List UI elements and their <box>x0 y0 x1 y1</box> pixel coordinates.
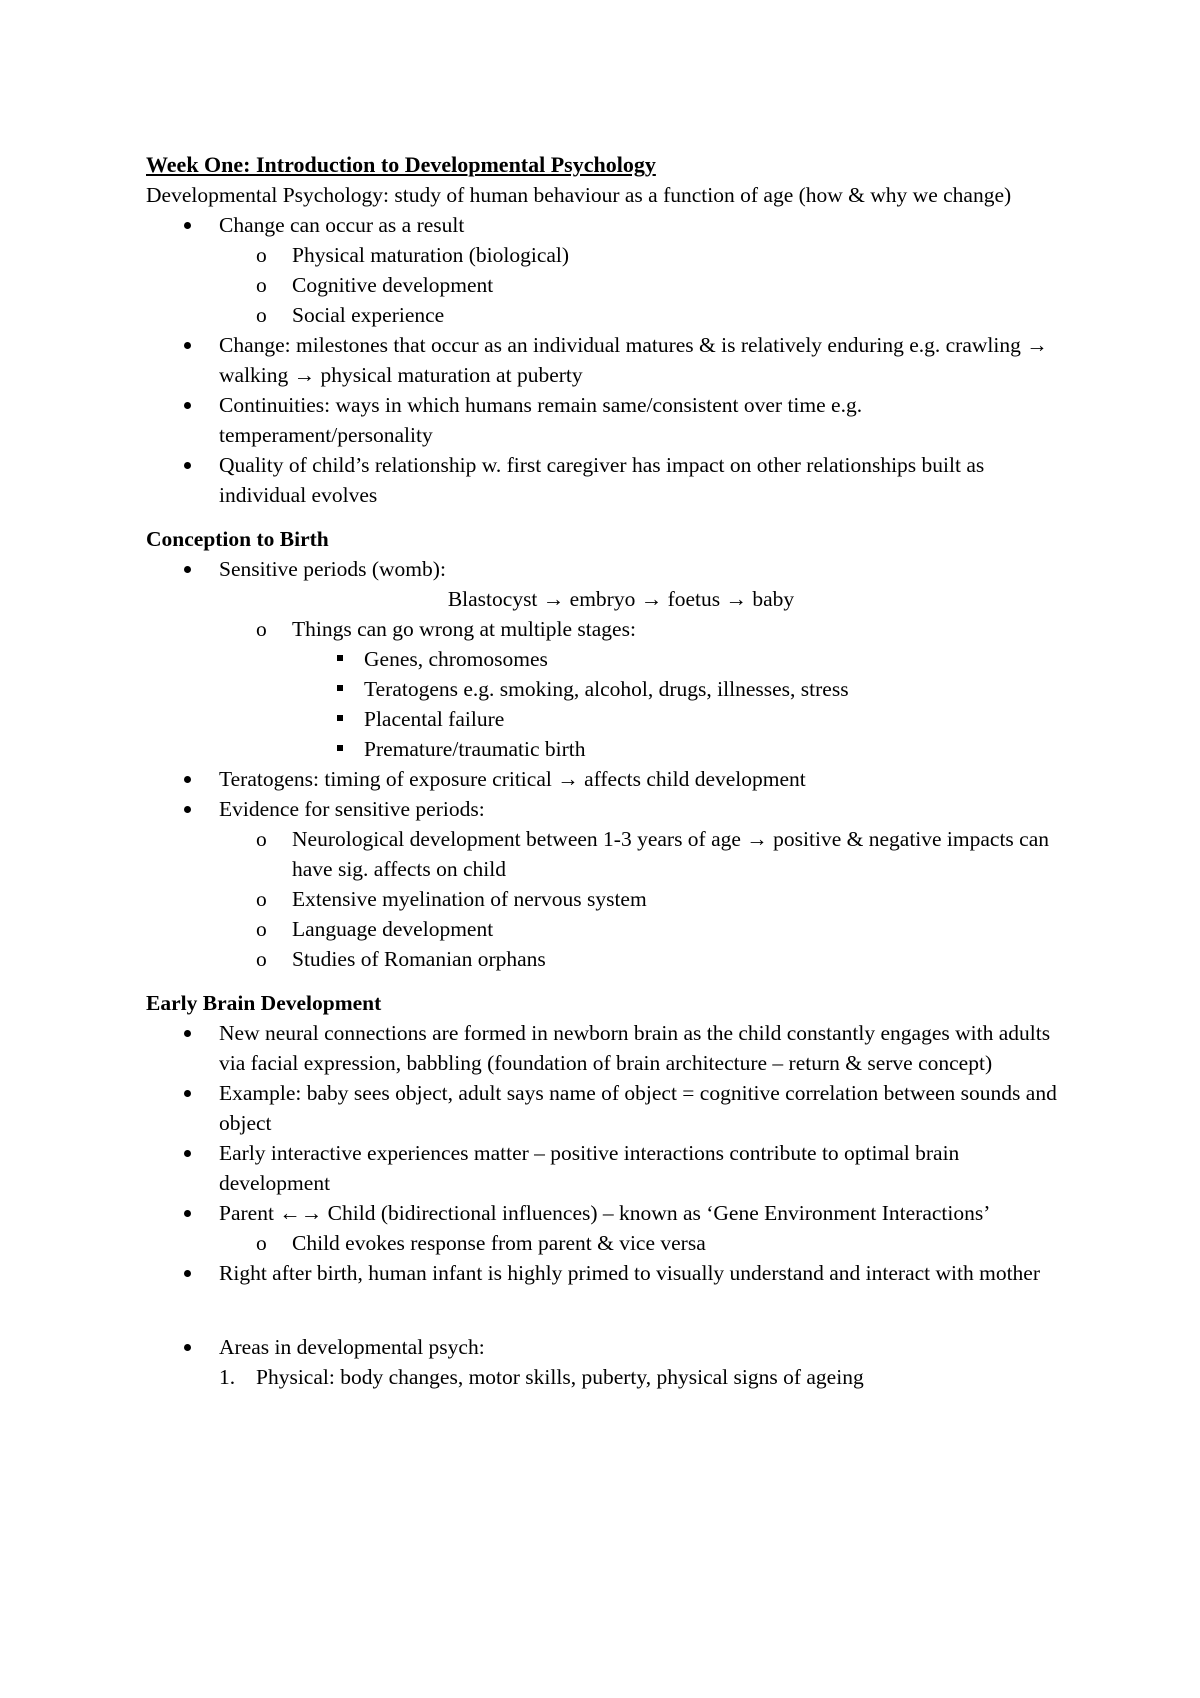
list-item: o Neurological development between 1-3 years of age → positive & negative impacts can have sig. affects on child <box>146 824 1066 884</box>
circle-bullet-icon: o <box>256 887 267 911</box>
bullet-icon <box>184 1210 191 1217</box>
list-item: o Social experience <box>146 300 1066 330</box>
list-item: Teratogens e.g. smoking, alcohol, drugs, illnesses, stress <box>146 674 1066 704</box>
circle-bullet-icon: o <box>256 273 267 297</box>
document-page <box>146 150 1066 1392</box>
list-item: o Language development <box>146 914 1066 944</box>
list-item: Areas in developmental psych: <box>146 1332 1066 1362</box>
list-item: New neural connections are formed in newborn brain as the child constantly engages with adults via facial expression, babbling (foundation of brain architecture – return & serve concept) <box>146 1018 1066 1078</box>
bullet-icon <box>184 1270 191 1277</box>
stage-sequence: Blastocyst → embryo → foetus → baby <box>447 587 795 611</box>
bullet-icon <box>184 1030 191 1037</box>
intro-definition: Developmental Psychology: study of human behaviour as a function of age (how & why we change) <box>146 183 1012 207</box>
list-item: Right after birth, human infant is highly primed to visually understand and interact with mother <box>146 1258 1066 1288</box>
number-marker: 1. <box>219 1365 236 1389</box>
square-bullet-icon <box>337 685 343 691</box>
bullet-icon <box>184 1090 191 1097</box>
circle-bullet-icon: o <box>256 947 267 971</box>
list-item: o Extensive myelination of nervous system <box>146 884 1066 914</box>
square-bullet-icon <box>337 655 343 661</box>
list-item: Parent ←→ Child (bidirectional influences) – known as ‘Gene Environment Interactions’ <box>146 1198 1066 1228</box>
list-item: Placental failure <box>146 704 1066 734</box>
bullet-icon <box>184 776 191 783</box>
list-item: o Things can go wrong at multiple stages: <box>146 614 1066 644</box>
spacer <box>146 1288 1066 1332</box>
bullet-icon <box>184 462 191 469</box>
circle-bullet-icon: o <box>256 617 267 641</box>
list-item: Change can occur as a result <box>146 210 1066 240</box>
list-item: Example: baby sees object, adult says name of object = cognitive correlation between sounds and object <box>146 1078 1066 1138</box>
bullet-icon <box>184 1150 191 1157</box>
page-title: Week One: Introduction to Developmental Psychology <box>146 152 656 177</box>
bullet-icon <box>184 342 191 349</box>
list-item: Genes, chromosomes <box>146 644 1066 674</box>
square-bullet-icon <box>337 715 343 721</box>
list-item: Quality of child’s relationship w. first caregiver has impact on other relationships built as individual evolves <box>146 450 1066 510</box>
list-item: Premature/traumatic birth <box>146 734 1066 764</box>
list-item: Teratogens: timing of exposure critical → affects child development <box>146 764 1066 794</box>
circle-bullet-icon: o <box>256 917 267 941</box>
bullet-icon <box>184 222 191 229</box>
bullet-icon <box>184 402 191 409</box>
list-item: Early interactive experiences matter – positive interactions contribute to optimal brain development <box>146 1138 1066 1198</box>
circle-bullet-icon: o <box>256 243 267 267</box>
circle-bullet-icon: o <box>256 827 267 851</box>
list-item: Change: milestones that occur as an individual matures & is relatively enduring e.g. crawling → walking → physical maturation at puberty <box>146 330 1066 390</box>
list-item: o Physical maturation (biological) <box>146 240 1066 270</box>
list-item: Continuities: ways in which humans remain same/consistent over time e.g. temperament/personality <box>146 390 1066 450</box>
bullet-icon <box>184 1344 191 1351</box>
numbered-item: 1. Physical: body changes, motor skills, puberty, physical signs of ageing <box>146 1362 1066 1392</box>
section-heading: Conception to Birth <box>146 527 329 551</box>
circle-bullet-icon: o <box>256 1231 267 1255</box>
list-item: o Studies of Romanian orphans <box>146 944 1066 974</box>
list-item: o Cognitive development <box>146 270 1066 300</box>
square-bullet-icon <box>337 745 343 751</box>
list-item: Evidence for sensitive periods: <box>146 794 1066 824</box>
list-item: Sensitive periods (womb): <box>146 554 1066 584</box>
list-item: o Child evokes response from parent & vice versa <box>146 1228 1066 1258</box>
bullet-icon <box>184 566 191 573</box>
bullet-icon <box>184 806 191 813</box>
circle-bullet-icon: o <box>256 303 267 327</box>
section-heading: Early Brain Development <box>146 991 382 1015</box>
